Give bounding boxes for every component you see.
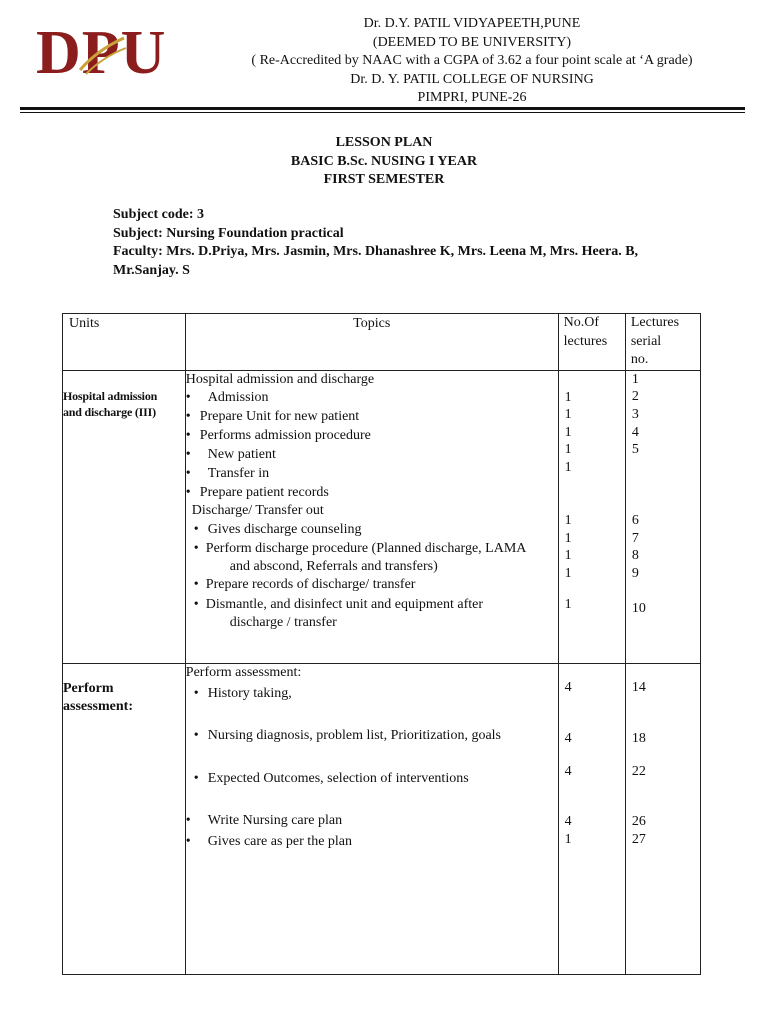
- header-lectures: [558, 314, 625, 371]
- faculty-line-2: Mr.Sanjay. S: [113, 262, 190, 278]
- serial-number: 3: [631, 406, 639, 422]
- lecture-count: 1: [564, 459, 572, 475]
- header-topics: Topics: [185, 314, 558, 371]
- lecture-count: 4: [564, 813, 572, 829]
- lecture-count: 1: [564, 565, 572, 581]
- serial-number: 6: [631, 512, 639, 528]
- list-item: • History taking,: [194, 685, 292, 704]
- lecture-count: 1: [564, 389, 572, 405]
- serial-number: 1: [631, 371, 639, 387]
- faculty-line-1: Faculty: Mrs. D.Priya, Mrs. Jasmin, Mrs. Dhanashree K, Mrs. Leena M, Mrs. Heera. B,: [113, 244, 639, 259]
- header-line-address: PIMPRI, PUNE-26: [417, 90, 527, 105]
- table-header-row: [63, 314, 701, 371]
- subject-info: [113, 206, 703, 280]
- lectures-hospital-admission: [558, 370, 625, 663]
- lecture-count: 1: [564, 424, 572, 440]
- serial-number: 2: [631, 388, 639, 404]
- topic-heading: Hospital admission and discharge: [185, 371, 375, 387]
- list-item: • Expected Outcomes, selection of interventions: [194, 770, 469, 789]
- list-item: • Nursing diagnosis, problem list, Prioritization, goals: [194, 727, 501, 746]
- list-item: • New patient: [186, 446, 276, 465]
- list-item: • Write Nursing care plan: [186, 812, 342, 831]
- list-item: • Transfer in: [186, 465, 269, 484]
- serial-number: 8: [631, 547, 639, 563]
- list-item: • Prepare patient records: [186, 484, 329, 503]
- unit-line-2: and discharge (III): [63, 404, 156, 419]
- lecture-count: 1: [564, 596, 572, 612]
- unit-line-2: assessment:: [63, 698, 133, 714]
- header-rule-thin: [20, 112, 745, 113]
- header-lectures-l2: lectures: [563, 333, 608, 349]
- header-serial-l2: serial: [630, 333, 662, 349]
- header-line-accreditation: ( Re-Accredited by NAAC with a CGPA of 3.62 a four point scale at ‘A grade): [251, 53, 693, 68]
- unit-line-1: Perform: [63, 680, 114, 696]
- title-semester: FIRST SEMESTER: [323, 172, 445, 187]
- list-item-continuation: and abscond, Referrals and transfers): [229, 558, 438, 574]
- lecture-count: 4: [564, 679, 572, 695]
- lecture-count: 1: [564, 547, 572, 563]
- unit-perform-assessment: [63, 663, 186, 975]
- serial-number: 18: [631, 730, 646, 746]
- serial-number: 5: [631, 441, 639, 457]
- header-serial: [625, 314, 700, 371]
- serial-number: 14: [631, 679, 646, 695]
- list-item: • Performs admission procedure: [186, 427, 371, 446]
- table-row: [63, 370, 701, 663]
- serial-number: 26: [631, 813, 646, 829]
- list-item: • Gives care as per the plan: [186, 833, 352, 852]
- serial-number: 9: [631, 565, 639, 581]
- list-item: • Gives discharge counseling: [194, 521, 362, 540]
- logo-swirl-icon: [72, 26, 132, 82]
- lesson-plan-table: [62, 313, 701, 975]
- lecture-count: 1: [564, 441, 572, 457]
- list-item-continuation: discharge / transfer: [229, 614, 337, 630]
- lecture-count: 1: [564, 512, 572, 528]
- subject-code: Subject code: 3: [113, 207, 204, 222]
- topic-heading: Perform assessment:: [185, 664, 302, 680]
- serials-hospital-admission: [625, 370, 700, 663]
- serial-number: 22: [631, 763, 646, 779]
- title-course: BASIC B.Sc. NUSING I YEAR: [290, 153, 478, 169]
- header-units: Units: [63, 314, 186, 371]
- serial-number: 7: [631, 530, 639, 546]
- subject-name: Subject: Nursing Foundation practical: [113, 225, 344, 241]
- lecture-count: 1: [564, 406, 572, 422]
- dpu-logo: [36, 19, 186, 87]
- lecture-count: 1: [564, 831, 572, 847]
- header-rule-thick: [20, 107, 745, 110]
- list-item: • Perform discharge procedure (Planned discharge, LAMA: [194, 540, 527, 559]
- topic-subheading: Discharge/ Transfer out: [191, 502, 324, 518]
- list-item: • Prepare Unit for new patient: [186, 408, 359, 427]
- unit-line-1: Hospital admission: [63, 388, 158, 403]
- serial-number: 27: [631, 831, 646, 847]
- list-item: • Dismantle, and disinfect unit and equipment after: [194, 596, 483, 615]
- header-lectures-l1: No.Of: [563, 315, 600, 330]
- table-row: [63, 663, 701, 975]
- logo-text: DPU: [36, 19, 167, 87]
- unit-hospital-admission: [63, 370, 186, 663]
- header-line-college: Dr. D. Y. PATIL COLLEGE OF NURSING: [350, 71, 594, 87]
- title-lesson-plan: LESSON PLAN: [335, 135, 433, 150]
- lecture-count: 1: [564, 530, 572, 546]
- serial-number: 4: [631, 424, 639, 440]
- header-line-deemed: (DEEMED TO BE UNIVERSITY): [372, 34, 572, 50]
- header-line-university: Dr. D.Y. PATIL VIDYAPEETH,PUNE: [363, 16, 581, 31]
- lecture-count: 4: [564, 763, 572, 779]
- serials-perform-assessment: [625, 663, 700, 975]
- header-serial-l1: Lectures: [630, 315, 680, 330]
- header-serial-l3: no.: [630, 352, 649, 367]
- serial-number: 10: [631, 600, 646, 616]
- topics-hospital-admission: [185, 370, 558, 663]
- document-titles: [0, 134, 768, 190]
- lecture-count: 4: [564, 730, 572, 746]
- institution-header: [220, 15, 724, 108]
- list-item: • Admission: [186, 389, 269, 408]
- list-item: • Prepare records of discharge/ transfer: [194, 576, 416, 595]
- topics-perform-assessment: [185, 663, 558, 975]
- lectures-perform-assessment: [558, 663, 625, 975]
